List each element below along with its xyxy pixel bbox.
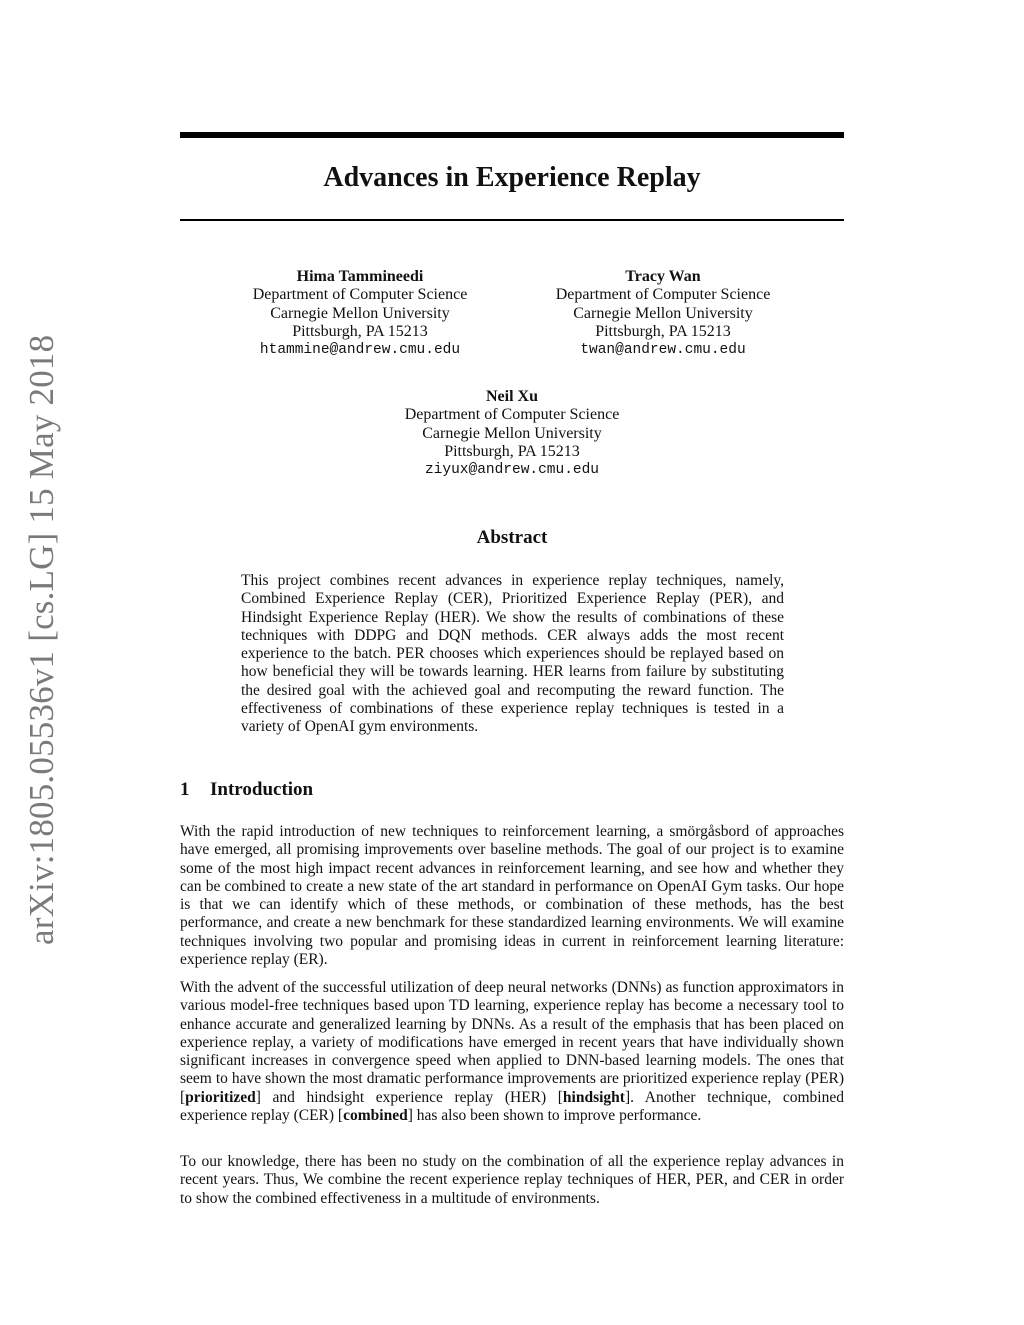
title-bottom-rule: [180, 219, 844, 221]
author-block: [230, 268, 490, 359]
author-name: Hima Tammineedi: [296, 268, 424, 285]
author-name: Tracy Wan: [625, 268, 701, 285]
section-title: Introduction: [210, 779, 314, 800]
author-name: Neil Xu: [486, 388, 538, 405]
author-location: Pittsburgh, PA 15213: [444, 442, 580, 460]
author-location: Pittsburgh, PA 15213: [595, 322, 731, 340]
author-university: Carnegie Mellon University: [270, 304, 450, 322]
author-email: ziyux@andrew.cmu.edu: [424, 462, 600, 479]
author-university: Carnegie Mellon University: [573, 304, 753, 322]
abstract-heading: Abstract: [476, 527, 548, 548]
paragraph-text: ]. Another technique, combined experience replay (CER) [: [180, 1088, 844, 1125]
citation-link[interactable]: prioritized: [185, 1088, 256, 1106]
paper-title: Advances in Experience Replay: [323, 162, 701, 193]
body-paragraph: To our knowledge, there has been no study on the combination of all the experience replay advances in recent years. Thus, We combine the recent experience replay techniques of HER, PER, and CER in order to show the combined effectiveness in a multitude of environments.: [180, 1153, 844, 1207]
section-heading: [180, 778, 844, 802]
arxiv-identifier-stamp: arXiv:1805.05536v1 [cs.LG] 15 May 2018: [22, 334, 61, 945]
author-department: Department of Computer Science: [555, 286, 771, 304]
body-paragraph: With the rapid introduction of new techniques to reinforcement learning, a smörgåsbord of approaches have emerged, all promising improvements over baseline methods. The goal of our project is to examine some of the most high impact recent advances in reinforcement learning, and see how and whether they can be combined to create a new state of the art standard in performance on OpenAI Gym tasks. Our hope is that we can identify which of these methods, or combination of these methods, has the best performance, and create a new benchmark for these standardized learning environments. We will examine techniques involving two popular and promising ideas in current in reinforcement learning literature: experience replay (ER).: [180, 823, 844, 969]
paragraph-text: ] and hindsight experience replay (HER) [: [255, 1088, 563, 1106]
author-block: [382, 388, 642, 479]
paragraph-text: ] has also been shown to improve performance.: [407, 1107, 702, 1125]
author-email: twan@andrew.cmu.edu: [580, 342, 746, 359]
title-top-rule: [180, 132, 844, 138]
citation-link[interactable]: hindsight: [562, 1088, 625, 1106]
abstract-text: This project combines recent advances in experience replay techniques, namely, Combined Experience Replay (CER), Prioritized Experience Replay (PER), and Hindsight Experience Replay (HER). We show the results of combinations of these techniques with DDPG and DQN methods. CER always adds the most recent experience to the batch. PER chooses which experiences should be replayed based on how beneficial they will be towards learning. HER learns from failure by substituting the desired goal with the achieved goal and recomputing the reward function. The effectiveness of combinations of these experience replay techniques is tested in a variety of OpenAI gym environments.: [241, 572, 784, 736]
author-location: Pittsburgh, PA 15213: [292, 322, 428, 340]
author-department: Department of Computer Science: [404, 406, 620, 424]
section-number: 1: [180, 779, 190, 800]
author-department: Department of Computer Science: [252, 286, 468, 304]
paragraph-text: With the advent of the successful utilization of deep neural networks (DNNs) as function approximators in various model-free techniques based upon TD learning, experience replay has become a necessary tool to enhance accurate and generalized learning by DNNs. As a result of the emphasis that has been placed on experience replay, a variety of modifications have emerged in recent years that have individually shown significant increases in convergence speed when applied to DNN-based learning models. The ones that seem to have shown the most dramatic performance improvements are prioritized experience replay (PER) [: [180, 979, 844, 1106]
author-email: htammine@andrew.cmu.edu: [259, 342, 461, 359]
citation-link[interactable]: combined: [343, 1107, 408, 1125]
author-university: Carnegie Mellon University: [422, 424, 602, 442]
body-paragraph: [180, 979, 844, 1125]
author-block: [533, 268, 793, 359]
